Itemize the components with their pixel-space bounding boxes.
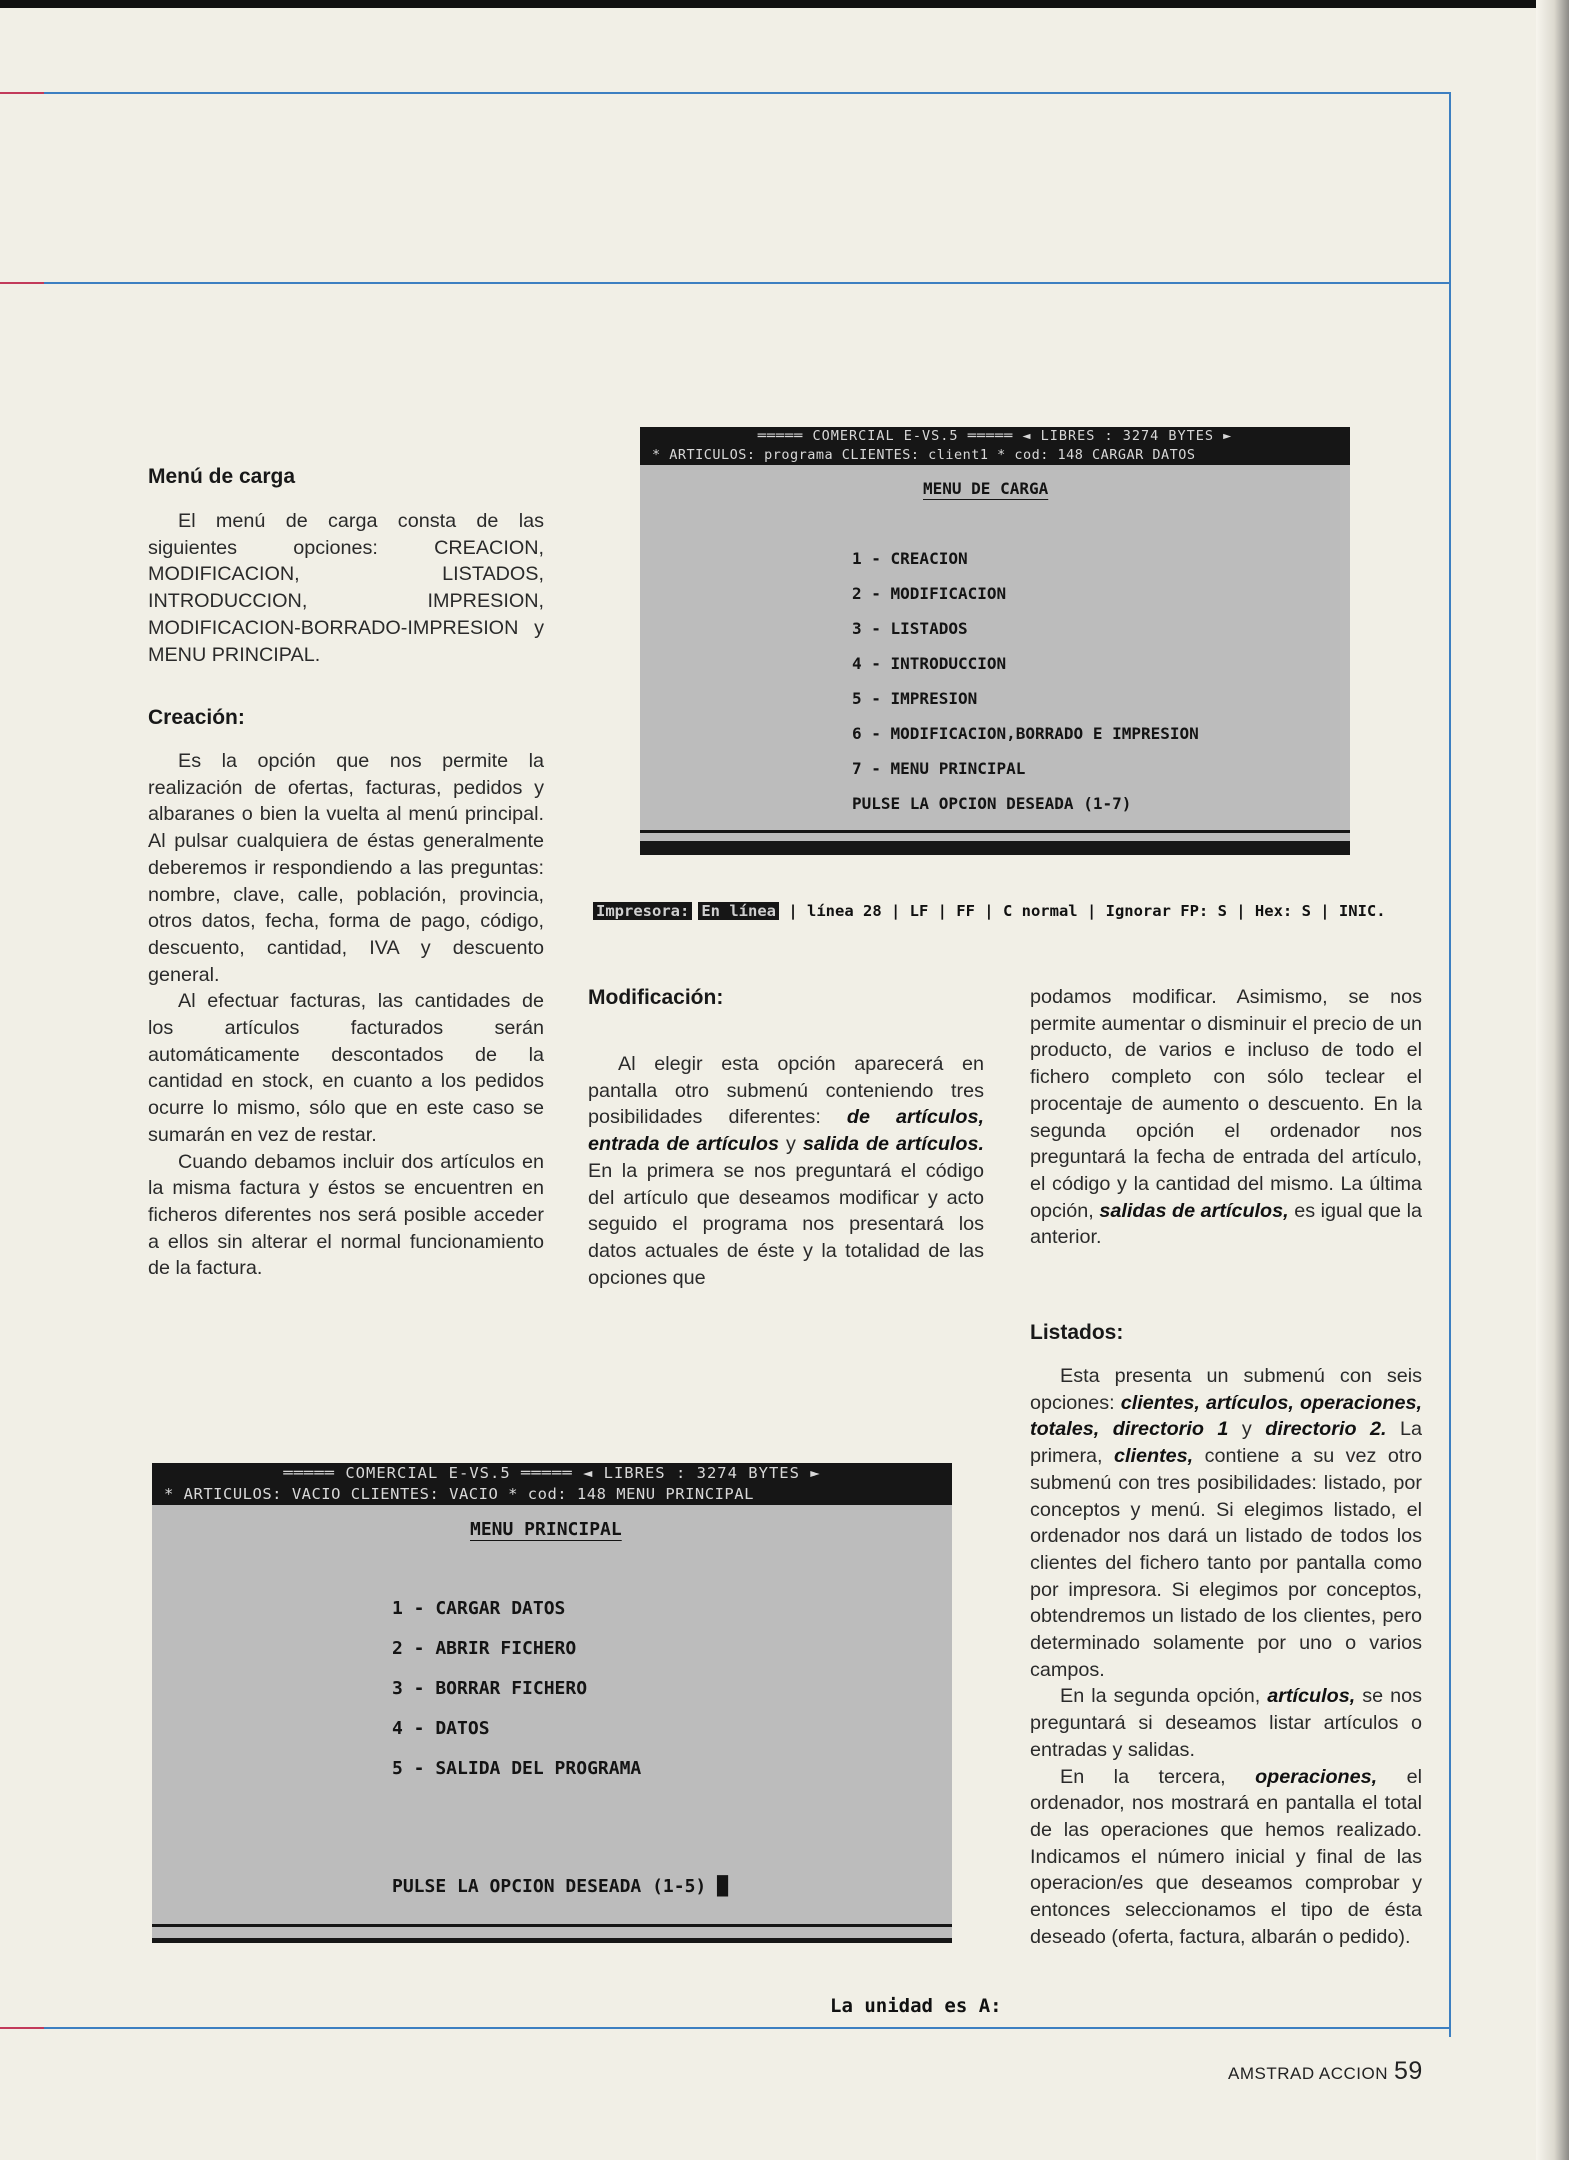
caption-unidad: La unidad es A:: [830, 1995, 1002, 2017]
menu-option: 7 - MENU PRINCIPAL: [852, 759, 1026, 778]
page-number: 59: [1394, 2057, 1423, 2085]
menu-option: 3 - LISTADOS: [852, 619, 968, 638]
screen-header: [640, 427, 1350, 465]
paragraph: [1030, 984, 1422, 1251]
menu-option: 6 - MODIFICACION,BORRADO E IMPRESION: [852, 724, 1199, 743]
screen-header: [152, 1463, 952, 1505]
status-text: | línea 28 | LF | FF | C normal | Ignorar FP: S | Hex: S | INIC.: [788, 902, 1386, 920]
text-run: y: [786, 1133, 796, 1156]
frame-top-line: [44, 92, 1451, 94]
text-run: el ordenador, nos mostrará en pantalla el total de las operaciones que hemos realizado. Indicamos el número inicial y final de las operacion/es que deseamos comprobar y entonces seleccionamos el tipo de ésta deseado (oferta, factura, albarán o pedido).: [1030, 1765, 1423, 1948]
margin-mark: [0, 2027, 44, 2029]
menu-option: 4 - INTRODUCCION: [852, 654, 1007, 673]
screen-prompt: PULSE LA OPCION DESEADA (1-7): [852, 794, 1132, 813]
emphasis: artículos,: [1267, 1685, 1356, 1708]
screen-header-title: ═════ COMERCIAL E-VS.5 ═════ ◄ LIBRES : 3274 BYTES ►: [757, 428, 1233, 444]
printer-status-line: [593, 902, 1386, 920]
page-footer: [1228, 2057, 1423, 2086]
menu-option: 4 - DATOS: [392, 1718, 490, 1739]
text-creacion: [148, 748, 544, 1282]
text-modificacion-cont: [1030, 984, 1422, 1251]
screen-rule: [640, 830, 1350, 833]
text-run: contiene a su vez otro submenú con tres posibilidades: listado, por conceptos y menú. Si elegimos listado, el ordenador nos dará un listado de todos los clientes del fichero tanto por pantalla como por impresora. Si elegimos por conceptos, obtendremos un listado de los clientes, pero determinado solamente por uno o varios campos.: [1030, 1445, 1422, 1681]
text-run: La primera,: [1030, 1418, 1422, 1468]
frame-header-line: [44, 282, 1451, 284]
text-modificacion: [588, 1051, 984, 1291]
screen-rule: [152, 1924, 952, 1927]
text-run: En la tercera,: [1060, 1765, 1226, 1788]
margin-mark: [0, 92, 44, 94]
emphasis: directorio 2.: [1265, 1418, 1387, 1441]
emphasis: salida de artículos.: [802, 1133, 984, 1156]
text-run: es igual que la anterior.: [1030, 1199, 1422, 1249]
text-menu-carga: [148, 508, 544, 668]
page-binding-shadow: [1536, 0, 1569, 2160]
paragraph: El menú de carga consta de las siguientes opciones: CREACION, MODIFICACION, LISTADOS, INTRODUCCION, IMPRESION, MODIFICACION-BORRADO-IMPRESION y MENU PRINCIPAL.: [148, 510, 544, 666]
screen-header-status: * ARTICULOS: VACIO CLIENTES: VACIO * cod: 148 MENU PRINCIPAL: [164, 1485, 754, 1503]
screen-menu-title: MENU DE CARGA: [923, 479, 1049, 498]
text-listados: [1030, 1363, 1422, 1950]
margin-mark: [0, 282, 44, 284]
frame-bottom-line: [44, 2027, 1451, 2029]
screen-bottom-bar: [640, 841, 1350, 855]
page-top-edge: [0, 0, 1569, 8]
text-run: y: [1241, 1418, 1252, 1441]
emphasis: clientes, artículos, operaciones, totales, directorio 1: [1030, 1391, 1422, 1441]
menu-option: 5 - SALIDA DEL PROGRAMA: [392, 1758, 642, 1779]
screen-header-status: * ARTICULOS: programa CLIENTES: client1 * cod: 148 CARGAR DATOS: [652, 447, 1196, 463]
paragraph: Al efectuar facturas, las cantidades de los artículos facturados serán automáticamente descontados de la cantidad en stock, en cuanto a los pedidos ocurre lo mismo, sólo que en este caso se sumarán en vez de restar.: [148, 990, 544, 1146]
text-run: Esta presenta un submenú con seis opciones:: [1030, 1365, 1422, 1414]
text-run: En la segunda opción,: [1060, 1685, 1261, 1708]
emphasis: operaciones,: [1255, 1765, 1378, 1788]
menu-option: 2 - ABRIR FICHERO: [392, 1638, 577, 1659]
menu-option: 1 - CARGAR DATOS: [392, 1598, 566, 1619]
status-inverse: En línea: [698, 902, 779, 920]
emphasis: salidas de artículos,: [1099, 1199, 1289, 1222]
menu-option: 2 - MODIFICACION: [852, 584, 1007, 603]
screen-menu-title: MENU PRINCIPAL: [470, 1519, 622, 1540]
menu-option: 1 - CREACION: [852, 549, 968, 568]
screen-prompt: PULSE LA OPCION DESEADA (1-5) █: [392, 1876, 728, 1897]
status-inverse: Impresora:: [593, 902, 692, 920]
heading-modificacion: Modificación:: [588, 986, 724, 1009]
menu-option: 3 - BORRAR FICHERO: [392, 1678, 588, 1699]
emphasis: de artículos, entrada de artículos: [588, 1106, 984, 1156]
text-run: En la primera se nos preguntará el código del artículo que deseamos modificar y acto seguido el programa nos presentará los datos actuales de éste y la totalidad de las opciones que: [588, 1159, 984, 1289]
text-run: podamos modificar. Asimismo, se nos permite aumentar o disminuir el precio de un producto, de varios e incluso de todo el fichero completo con sólo teclear el procentaje de aumento o descuento. En la segunda opción el ordenador nos preguntará la fecha de entrada del artículo, el código y la cantidad del mismo. La última opción,: [1030, 986, 1422, 1222]
paragraph: [588, 1051, 984, 1291]
screen-header-title: ═════ COMERCIAL E-VS.5 ═════ ◄ LIBRES : 3274 BYTES ►: [283, 1464, 821, 1482]
screenshot-menu-principal: [152, 1463, 952, 1943]
paragraph: Cuando debamos incluir dos artículos en la misma factura y éstos se encuentren en ficheros diferentes nos será posible acceder a ellos sin alterar el normal funcionamiento de la factura.: [148, 1150, 544, 1280]
magazine-name: AMSTRAD ACCION: [1228, 2064, 1389, 2083]
text-run: Al elegir esta opción aparecerá en pantalla otro submenú conteniendo tres posibilidades diferentes:: [588, 1053, 984, 1129]
screen-rule: [152, 1938, 952, 1943]
paragraph: [1030, 1363, 1422, 1683]
heading-menu-carga: Menú de carga: [148, 465, 296, 488]
paragraph: [1030, 1764, 1422, 1951]
paragraph: [1030, 1683, 1422, 1763]
heading-listados: Listados:: [1030, 1321, 1124, 1344]
screenshot-menu-carga: [640, 427, 1350, 855]
frame-right-line: [1449, 92, 1451, 2037]
paragraph: Es la opción que nos permite la realización de ofertas, facturas, pedidos y albaranes o bien la vuelta al menú principal. Al pulsar cualquiera de éstas generalmente deberemos ir respondiendo a las preguntas: nombre, clave, calle, población, provincia, otros datos, fecha, forma de pago, código, descuento, cantidad, IVA y descuento general.: [148, 750, 544, 986]
menu-option: 5 - IMPRESION: [852, 689, 978, 708]
text-run: se nos preguntará si deseamos listar artículos o entradas y salidas.: [1030, 1685, 1422, 1761]
heading-creacion: Creación:: [148, 706, 245, 729]
emphasis: clientes,: [1114, 1445, 1194, 1468]
